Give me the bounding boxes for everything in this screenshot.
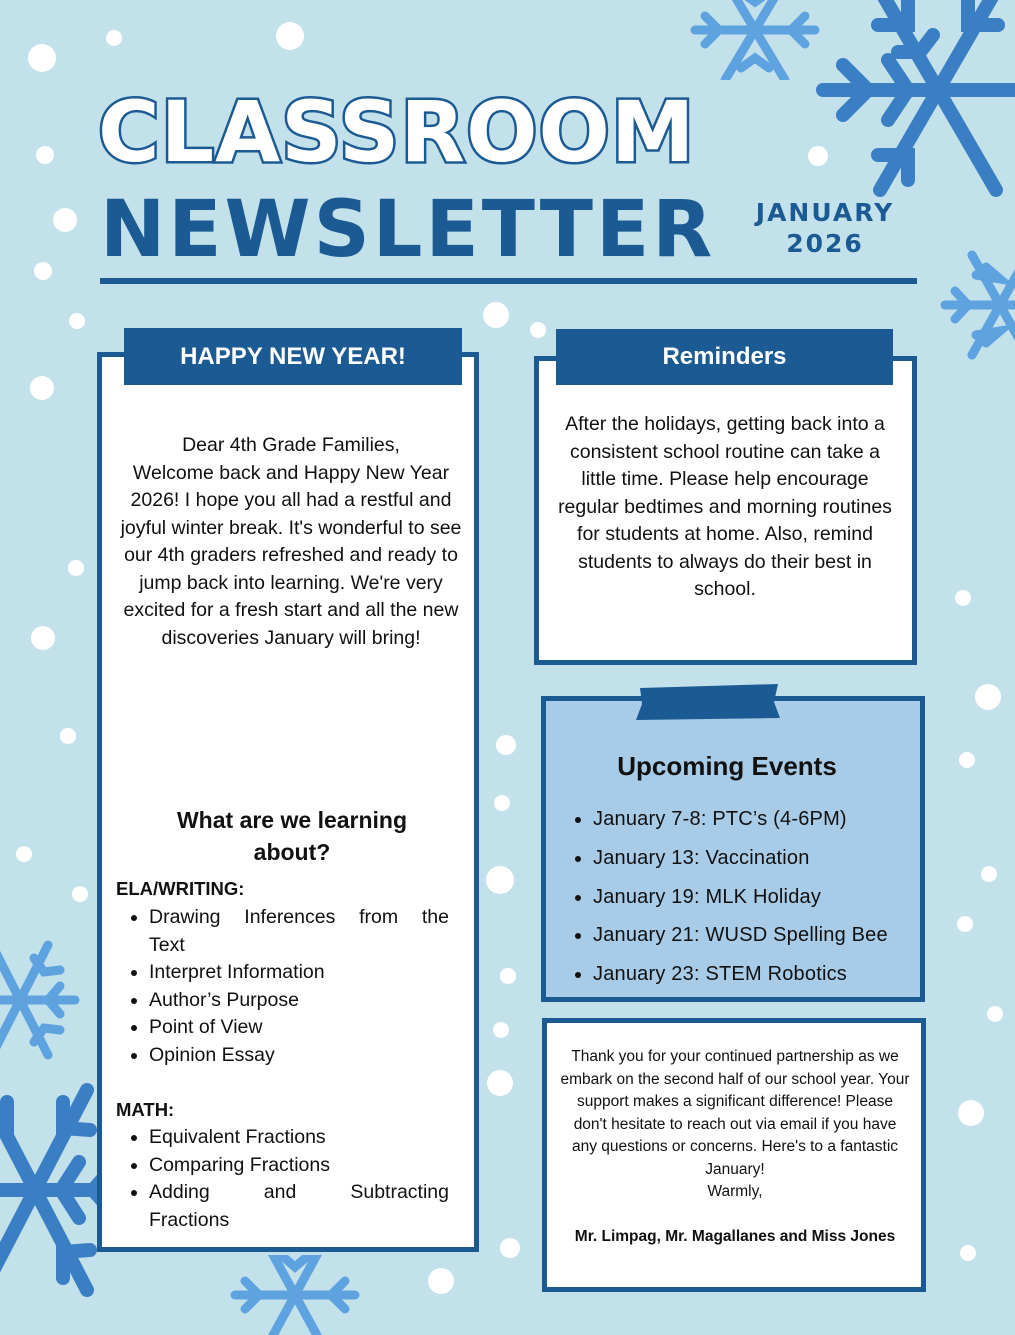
- snowflake-icon: [940, 240, 1015, 370]
- event-item: • January 13: Vaccination: [593, 839, 920, 878]
- welcome-heading: HAPPY NEW YEAR!: [124, 328, 462, 385]
- list-item: • Opinion Essay: [149, 1042, 449, 1070]
- letter-body: Welcome back and Happy New Year 2026! I hope you all had a restful and joyful winter break. It's wonderful to see our 4th graders refreshed and ready to jump back into learning. We're very excited for a fresh start and all the new discoveries January will bring!: [120, 461, 462, 649]
- learning-title: What are we learning about?: [176, 807, 408, 865]
- letter-greeting: Dear 4th Grade Families,: [182, 434, 400, 456]
- event-item: • January 21: WUSD Spelling Bee: [593, 916, 920, 955]
- list-item: • Interpret Information: [149, 959, 449, 987]
- list-item: • Comparing Fractions: [149, 1152, 449, 1180]
- list-item: • Author’s Purpose: [149, 987, 449, 1015]
- event-item: • January 23: STEM Robotics: [593, 955, 920, 994]
- list-item: • Point of View: [149, 1014, 449, 1042]
- tape-decoration: [632, 682, 782, 722]
- event-item: • January 19: MLK Holiday: [593, 878, 920, 917]
- issue-year: 2026: [786, 229, 864, 258]
- events-title: Upcoming Events: [617, 751, 837, 781]
- snowflake-icon: [808, 0, 1015, 210]
- snowflake-icon: [230, 1255, 360, 1335]
- list-item: • Equivalent Fractions: [149, 1124, 449, 1152]
- math-list: [117, 1124, 449, 1234]
- welcome-letter: [120, 432, 462, 652]
- math-label: MATH:: [116, 1099, 175, 1120]
- closing-text: [560, 1046, 910, 1204]
- snowflake-icon: [0, 930, 80, 1070]
- ela-label: ELA/WRITING:: [116, 878, 245, 899]
- event-item: • January 7-8: PTC’s (4-6PM): [593, 800, 920, 839]
- issue-month: JANUARY: [755, 198, 895, 227]
- closing-signoff: Warmly,: [707, 1183, 763, 1200]
- ela-list: [117, 904, 449, 1069]
- snowflake-icon: [680, 0, 830, 80]
- signature: Mr. Limpag, Mr. Magallanes and Miss Jones: [574, 1228, 896, 1245]
- closing-body: Thank you for your continued partnership as we embark on the second half of our school year. Your support makes a significant difference! Please don't hesitate to reach out via email if you have any questions or concerns. Here's to a fantastic January!: [560, 1048, 910, 1178]
- reminders-text: After the holidays, getting back into a consistent school routine can take a little time. Please help encourage regular bedtimes and morning routines for students at home. Also, remind students to always do their best in school.: [558, 413, 892, 600]
- list-item: • Adding and Subtracting Fractions: [149, 1179, 449, 1234]
- issue-date: [740, 197, 910, 259]
- reminders-heading: Reminders: [556, 329, 893, 385]
- list-item: • Drawing Inferences from the Text: [149, 904, 449, 959]
- newsletter-title-line1: CLASSROOM: [98, 83, 696, 181]
- newsletter-title-line2: NEWSLETTER: [100, 185, 716, 275]
- events-list: [560, 800, 920, 994]
- title-divider: [100, 278, 917, 284]
